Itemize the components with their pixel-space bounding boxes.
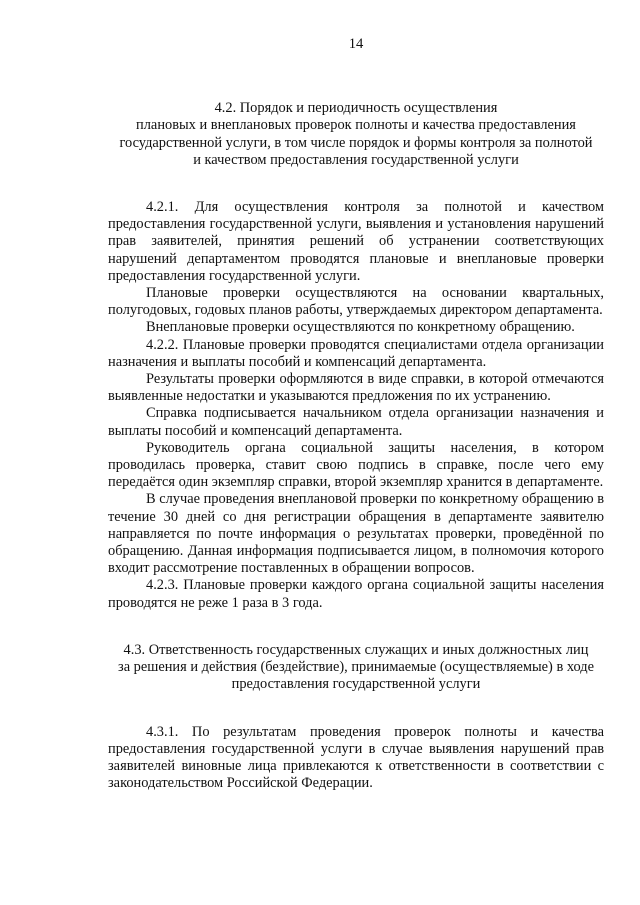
section-4-3-heading: [108, 642, 604, 694]
section-4-2-body: [108, 199, 604, 612]
section-4-3-body: [108, 724, 604, 793]
paragraph-planned-checks: Плановые проверки осуществляются на основании квартальных, полугодовых, годовых планов работы, утверждаемых директором департамента.: [108, 285, 604, 319]
paragraph-4-2-2: 4.2.2. Плановые проверки проводятся специалистами отдела организации назначения и выплаты пособий и компенсаций департамента.: [108, 336, 604, 370]
heading-line: 4.3. Ответственность государственных служащих и иных должностных лиц: [123, 641, 589, 658]
page-number: 14: [348, 36, 364, 52]
heading-line: и качеством предоставления государственной услуги: [193, 151, 519, 168]
paragraph-4-3-1: 4.3.1. По результатам проведения проверок полноты и качества предоставления государственной услуги в случае выявления нарушений прав заявителей виновные лица привлекаются к ответственности в соответствии с законодательством Российской Федерации.: [108, 723, 604, 792]
heading-line: плановых и внеплановых проверок полноты и качества предоставления: [136, 117, 576, 134]
heading-line: 4.2. Порядок и периодичность осуществления: [214, 100, 498, 117]
heading-line: предоставления государственной услуги: [231, 676, 481, 693]
heading-line: за решения и действия (бездействие), принимаемые (осуществляемые) в ходе: [118, 659, 594, 676]
paragraph-unplanned-procedure: В случае проведения внеплановой проверки по конкретному обращению в течение 30 дней со дня регистрации обращения в департаменте заявителю направляется по почте информация о результатах проверки, проведённой по обращению. Данная информация подписывается лицом, в полномочия которого входит рассмотрение поставленных в обращении вопросов.: [108, 491, 604, 577]
paragraph-4-2-3: 4.2.3. Плановые проверки каждого органа социальной защиты населения проводятся не реже 1 раза в 3 года.: [108, 577, 604, 611]
heading-line: государственной услуги, в том числе порядок и формы контроля за полнотой: [119, 134, 593, 151]
paragraph-unplanned-checks: Внеплановые проверки осуществляются по конкретному обращению.: [146, 319, 575, 336]
paragraph-4-2-1: 4.2.1. Для осуществления контроля за полнотой и качеством предоставления государственной услуги, выявления и установления нарушений прав заявителей, принятия решений об устранении соответствующих нарушений департаментом проводятся плановые и внеплановые проверки предоставления государственной услуги.: [108, 199, 604, 284]
section-4-2-heading: [108, 100, 604, 169]
paragraph-head-of-body: Руководитель органа социальной защиты населения, в котором проводилась проверка, ставит свою подпись в справке, после чего ему передаётся один экземпляр справки, второй экземпляр хранится в департаменте.: [108, 439, 604, 491]
paragraph-check-results: Результаты проверки оформляются в виде справки, в которой отмечаются выявленные недостатки и указываются предложения по их устранению.: [108, 371, 604, 405]
paragraph-report-signing: Справка подписывается начальником отдела организации назначения и выплаты пособий и компенсаций департамента.: [108, 405, 604, 439]
